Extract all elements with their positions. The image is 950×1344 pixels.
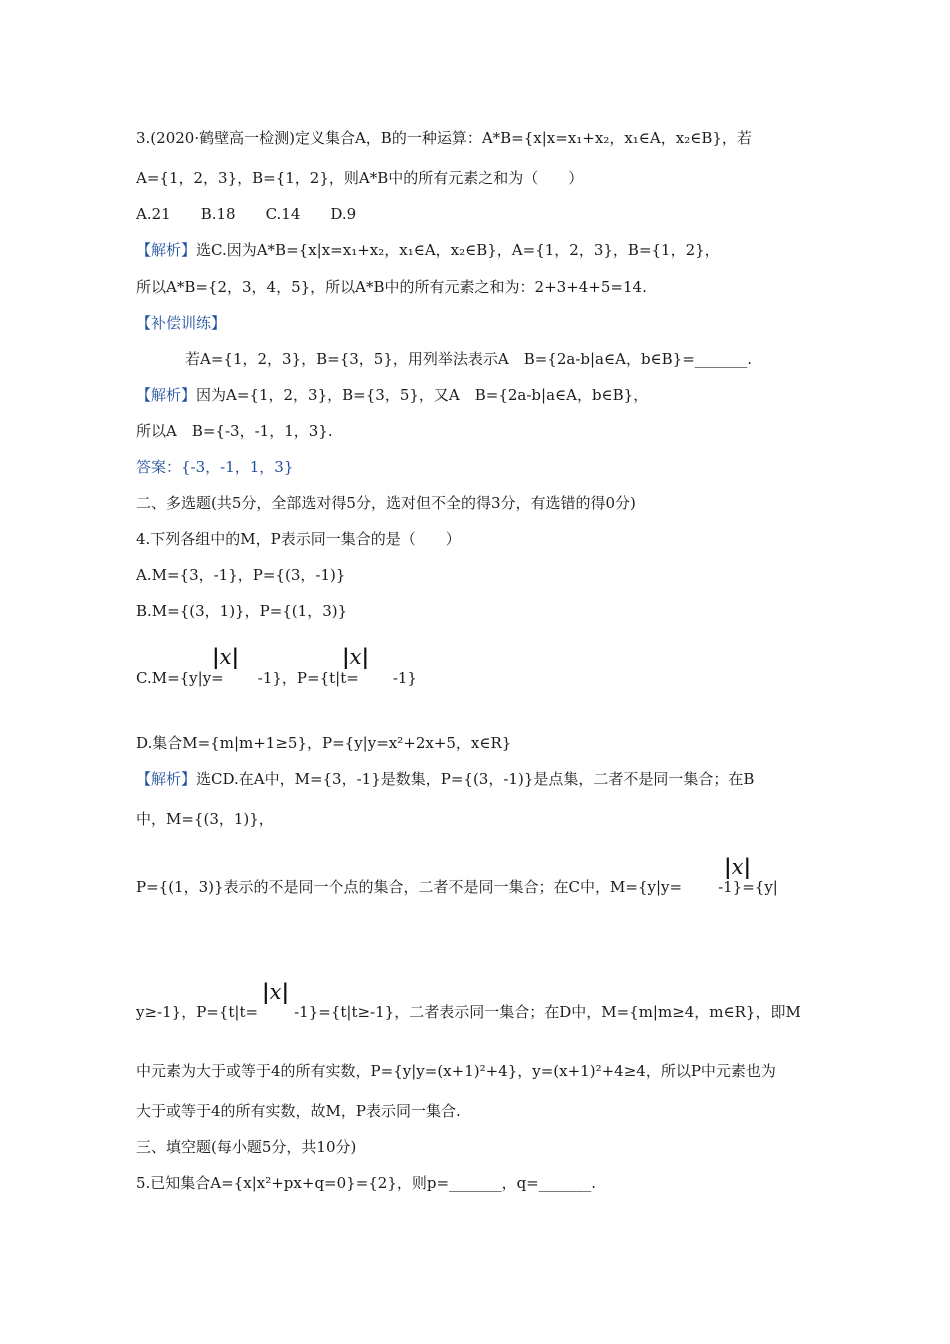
compensation-question: 若A={1，2，3}，B={3，5}，用列举法表示A B={2a-b|a∈A，b∈B}=_______. [185,350,753,368]
q5-stem: 5.已知集合A={x|x²+px+q=0}={2}，则p=_______，q=_______. [136,1174,597,1192]
abs-x-formula: |x| [342,644,370,669]
q4-solution-line-6: 大于或等于4的所有实数，故M，P表示同一集合. [136,1102,461,1120]
abs-x-formula: |x| [262,979,290,1004]
solution-tag: 【解析】 [136,770,197,788]
compensation-heading: 【补偿训练】 [136,314,227,332]
abs-x-formula: |x| [724,854,752,879]
q4-solution-line-2: 中，M={(3，1)}， [136,810,274,828]
section-2-heading: 二、多选题(共5分，全部选对得5分，选对但不全的得3分，有选错的得0分) [136,494,636,512]
abs-x-formula: |x| [212,644,240,669]
compensation-answer: 答案：{-3，-1，1，3} [136,458,294,476]
q4-solution-line-4: y≥-1}，P={t|t= -1}={t|t≥-1}，二者表示同一集合；在D中，M={m|m≥4，m∈R}，即M [136,1003,801,1021]
q3-solution-line-1: 【解析】选C.因为A*B={x|x=x₁+x₂，x₁∈A，x₂∈B}，A={1，2，3}，B={1，2}， [136,241,720,259]
q4-option-c: C.M={y|y= -1}，P={t|t= -1} [136,669,417,687]
q4-option-a: A.M={3，-1}，P={(3，-1)} [136,566,346,584]
q4-solution-line-1: 【解析】选CD.在A中，M={3，-1}是数集，P={(3，-1)}是点集，二者不是同一集合；在B [136,770,755,788]
q3-line-2: A={1，2，3}，B={1，2}，则A*B中的所有元素之和为（ ） [136,169,584,187]
solution-tag: 【解析】 [136,241,197,259]
section-3-heading: 三、填空题(每小题5分，共10分) [136,1138,357,1156]
q4-stem: 4.下列各组中的M，P表示同一集合的是（ ） [136,530,461,548]
compensation-solution-line-2: 所以A B={-3，-1，1，3}. [136,422,333,440]
q3-options: A.21 B.18 C.14 D.9 [136,205,357,223]
q4-solution-line-5: 中元素为大于或等于4的所有实数，P={y|y=(x+1)²+4}，y=(x+1)²+4≥4，所以P中元素也为 [136,1062,776,1080]
q3-line-1: 3.(2020·鹤壁高一检测)定义集合A，B的一种运算：A*B={x|x=x₁+x₂，x₁∈A，x₂∈B}，若 [136,129,752,147]
compensation-solution-line-1: 【解析】因为A={1，2，3}，B={3，5}，又A B={2a-b|a∈A，b∈B}， [136,386,649,404]
q3-solution-line-2: 所以A*B={2，3，4，5}，所以A*B中的所有元素之和为：2+3+4+5=14. [136,278,647,296]
q4-option-b: B.M={(3，1)}，P={(1，3)} [136,602,348,620]
q4-option-d: D.集合M={m|m+1≥5}，P={y|y=x²+2x+5，x∈R} [136,734,512,752]
solution-tag: 【解析】 [136,386,197,404]
q4-solution-line-3: P={(1，3)}表示的不是同一个点的集合，二者不是同一集合；在C中，M={y|y= -1}={y| [136,878,778,896]
